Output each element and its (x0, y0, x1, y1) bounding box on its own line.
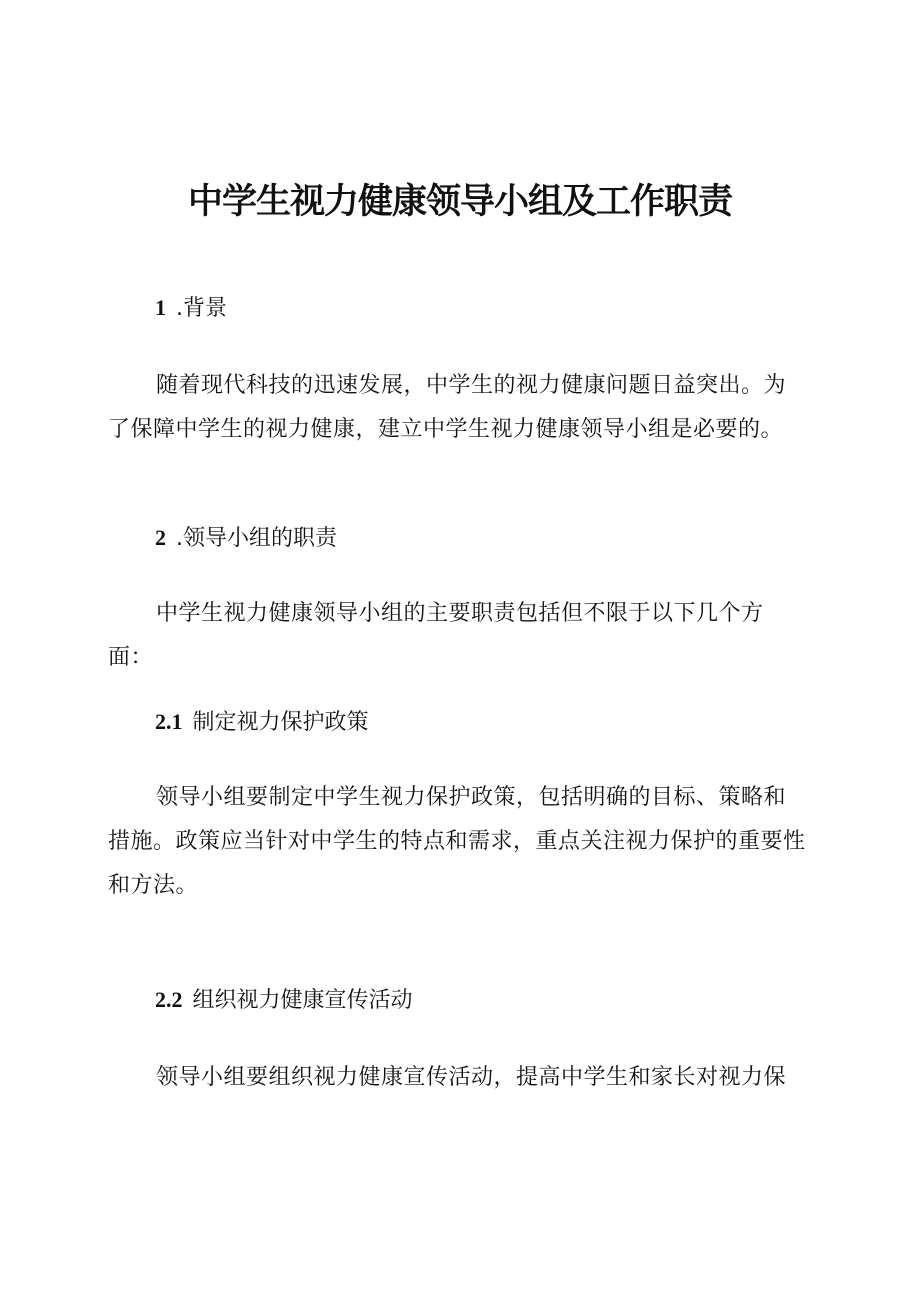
section-heading-2 (155, 518, 337, 559)
section-number: 2 (155, 525, 166, 550)
section-number: 2.1 (155, 709, 183, 734)
document-title: 中学生视力健康领导小组及工作职责 (187, 182, 732, 222)
section-paragraph-2-2: 领导小组要组织视力健康宣传活动，提高中学生和家长对视力保 (156, 1065, 787, 1090)
section-paragraph-2-1: 领导小组要制定中学生视力保护政策，包括明确的目标、策略和措施。政策应当针对中学生的特点和需求，重点关注视力保护的重要性和方法。 (108, 785, 806, 898)
section-heading-2-1 (155, 702, 369, 743)
section-number: 2.2 (155, 987, 183, 1012)
section-paragraph-2: 中学生视力健康领导小组的主要职责包括但不限于以下几个方面： (108, 601, 764, 670)
section-title: 制定视力保护政策 (192, 710, 369, 735)
section-heading-2-2 (155, 980, 413, 1021)
section-title: 组织视力健康宣传活动 (192, 988, 413, 1013)
section-heading-1 (155, 288, 227, 329)
section-paragraph-1: 随着现代科技的迅速发展，中学生的视力健康问题日益突出。为了保障中学生的视力健康，建立中学生视力健康领导小组是必要的。 (108, 373, 787, 442)
section-title: .背景 (176, 296, 227, 321)
section-title: .领导小组的职责 (176, 526, 337, 551)
section-number: 1 (155, 295, 166, 320)
